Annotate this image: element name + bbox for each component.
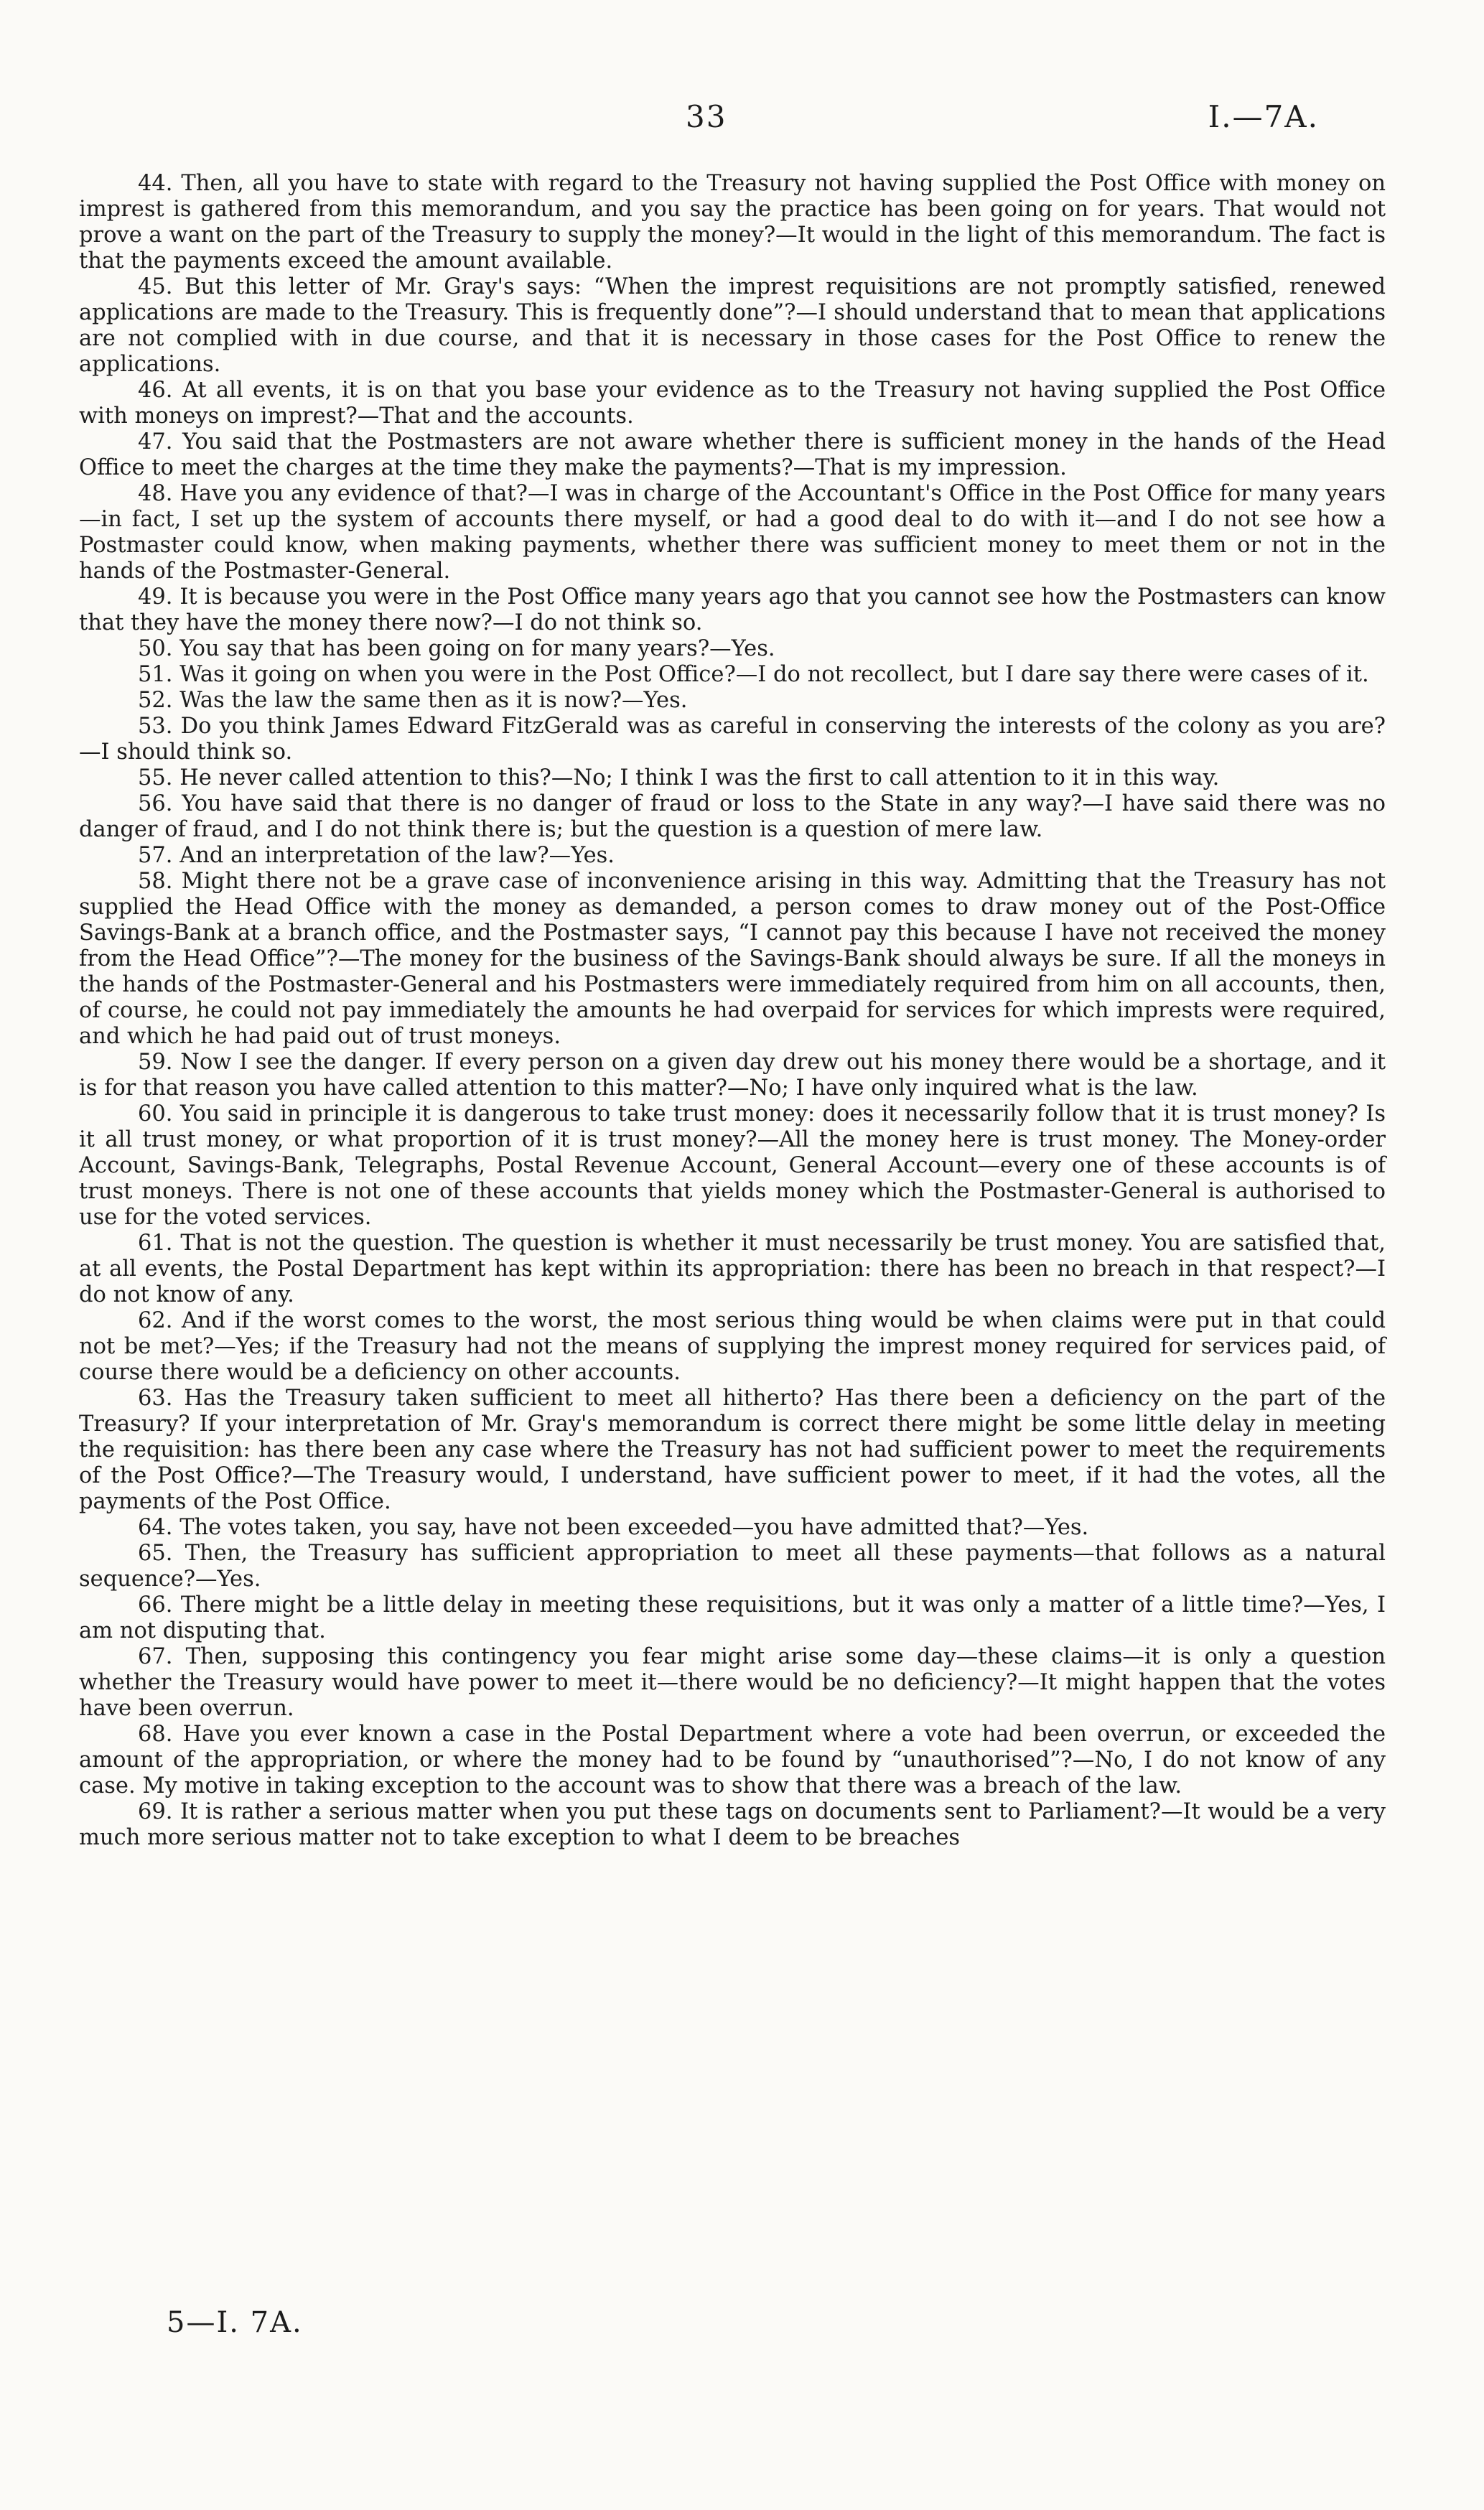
paragraph-53: 53. Do you think James Edward FitzGerald was as careful in conserving the interests of the colony as you are?—I should think so.: [79, 714, 1386, 765]
paragraph-46: 46. At all events, it is on that you base your evidence as to the Treasury not having supplied the Post Office with moneys on imprest?—That and the accounts.: [79, 378, 1386, 429]
paragraph-63: 63. Has the Treasury taken sufficient to meet all hitherto? Has there been a deficiency on the part of the Treasury? If your interpretation of Mr. Gray's memorandum is correct there might be some little delay in meeting the requisition: has there been any case where the Treasury has not had sufficient power to meet the requirements of the Post Office?—The Treasury would, I understand, have sufficient power to meet, if it had the votes, all the payments of the Post Office.: [79, 1386, 1386, 1514]
document-reference: I.—7A.: [1208, 99, 1319, 134]
paragraph-69: 69. It is rather a serious matter when you put these tags on documents sent to Parliament?—It would be a very much more serious matter not to take exception to what I deem to be breaches: [79, 1799, 1386, 1850]
page-header: [0, 99, 1484, 142]
paragraph-55: 55. He never called attention to this?—No; I think I was the first to call attention to it in this way.: [138, 765, 1220, 790]
paragraph-51: 51. Was it going on when you were in the Post Office?—I do not recollect, but I dare say there were cases of it.: [138, 662, 1369, 687]
paragraph-50: 50. You say that has been going on for many years?—Yes.: [138, 636, 775, 661]
paragraph-52: 52. Was the law the same then as it is now?—Yes.: [138, 688, 688, 713]
paragraph-66: 66. There might be a little delay in meeting these requisitions, but it was only a matter of a little time?—Yes, I am not disputing that.: [79, 1592, 1386, 1643]
paragraph-65: 65. Then, the Treasury has sufficient appropriation to meet all these payments—that follows as a natural sequence?—Yes.: [79, 1541, 1386, 1592]
paragraph-44: 44. Then, all you have to state with regard to the Treasury not having supplied the Post Office with money on imprest is gathered from this memorandum, and you say the practice has been going on for years. That would not prove a want on the part of the Treasury to supply the money?—It would in the light of this memorandum. The fact is that the payments exceed the amount available.: [79, 171, 1386, 274]
paragraph-45: 45. But this letter of Mr. Gray's says: “When the imprest requisitions are not promptly satisfied, renewed applications are made to the Treasury. This is frequently done”?—I should understand that to mean that applications are not complied with in due course, and that it is necessary in those cases for the Post Office to renew the applications.: [79, 274, 1386, 377]
paragraph-62: 62. And if the worst comes to the worst, the most serious thing would be when claims were put in that could not be met?—Yes; if the Treasury had not the means of supplying the imprest money required for services paid, of course there would be a deficiency on other accounts.: [79, 1308, 1386, 1385]
paragraph-60: 60. You said in principle it is dangerous to take trust money: does it necessarily follow that it is trust money? Is it all trust money, or what proportion of it is trust money?—All the money here is trust money. The Money-order Account, Savings-Bank, Telegraphs, Postal Revenue Account, General Account—every one of these accounts is of trust moneys. There is not one of these accounts that yields money which the Postmaster-General is authorised to use for the voted services.: [79, 1101, 1386, 1230]
page-body: [79, 171, 1386, 1851]
paragraph-68: 68. Have you ever known a case in the Postal Department where a vote had been overrun, or exceeded the amount of the appropriation, or where the money had to be found by “unauthorised”?—No, I do not know of any case. My motive in taking exception to the account was to show that there was a breach of the law.: [79, 1722, 1386, 1798]
page-number: 33: [686, 99, 727, 134]
printer-signature: 5—I. 7A.: [167, 2306, 303, 2339]
paragraph-48: 48. Have you any evidence of that?—I was in charge of the Accountant's Office in the Post Office for many years—in fact, I set up the system of accounts there myself, or had a good deal to do with it—and I do not see how a Postmaster could know, when making payments, whether there was sufficient money to meet them or not in the hands of the Postmaster-General.: [79, 481, 1386, 584]
paragraph-59: 59. Now I see the danger. If every person on a given day drew out his money there would be a shortage, and it is for that reason you have called attention to this matter?—No; I have only inquired what is the law.: [79, 1050, 1386, 1101]
paragraph-67: 67. Then, supposing this contingency you fear might arise some day—these claims—it is only a question whether the Treasury would have power to meet it—there would be no deficiency?—It might happen that the votes have been overrun.: [79, 1644, 1386, 1721]
paragraph-49: 49. It is because you were in the Post Office many years ago that you cannot see how the Postmasters can know that they have the money there now?—I do not think so.: [79, 584, 1386, 635]
paragraph-47: 47. You said that the Postmasters are not aware whether there is sufficient money in the hands of the Head Office to meet the charges at the time they make the payments?—That is my impression.: [79, 429, 1386, 480]
paragraph-61: 61. That is not the question. The question is whether it must necessarily be trust money. You are satisfied that, at all events, the Postal Department has kept within its appropriation: there has been no breach in that respect?—I do not know of any.: [79, 1231, 1386, 1307]
paragraph-58: 58. Might there not be a grave case of inconvenience arising in this way. Admitting that the Treasury has not supplied the Head Office with the money as demanded, a person comes to draw money out of the Post-Office Savings-Bank at a branch office, and the Postmaster says, “I cannot pay this because I have not received the money from the Head Office”?—The money for the business of the Savings-Bank should always be sure. If all the moneys in the hands of the Postmaster-General and his Postmasters were immediately required from him on all accounts, then, of course, he could not pay immediately the amounts he had overpaid for services for which imprests were required, and which he had paid out of trust moneys.: [79, 869, 1386, 1049]
paragraph-57: 57. And an interpretation of the law?—Yes.: [138, 843, 615, 868]
paragraph-64: 64. The votes taken, you say, have not been exceeded—you have admitted that?—Yes.: [138, 1515, 1089, 1540]
paragraph-56: 56. You have said that there is no danger of fraud or loss to the State in any way?—I have said there was no danger of fraud, and I do not think there is; but the question is a question of mere law.: [79, 791, 1386, 842]
